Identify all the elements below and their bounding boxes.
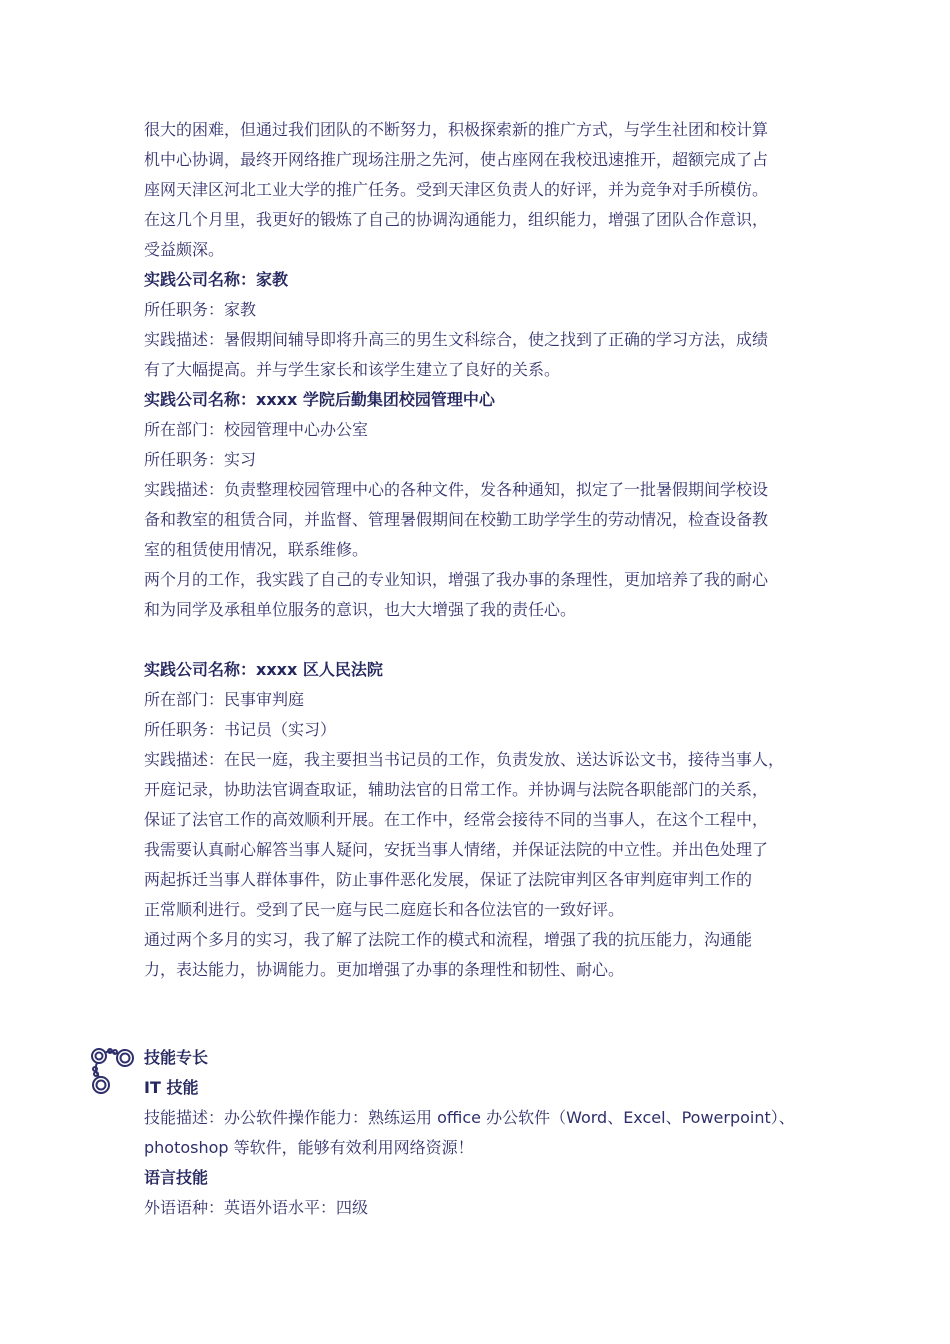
department-line: 所在部门：民事审判庭 bbox=[144, 690, 305, 709]
paragraph-line: 机中心协调，最终开网络推广现场注册之先河，使占座网在我校迅速推开，超额完成了占 bbox=[144, 150, 769, 169]
description-line: 两起拆迁当事人群体事件，防止事件恶化发展，保证了法院审判区各审判庭审判工作的 bbox=[144, 870, 753, 889]
paragraph-line: 受益颇深。 bbox=[144, 240, 225, 259]
handcuffs-icon bbox=[88, 1044, 136, 1096]
description-line: 实践描述：在民一庭，我主要担当书记员的工作，负责发放、送达诉讼文书，接待当事人， bbox=[144, 750, 785, 769]
section-title-skills: 技能专长 bbox=[144, 1048, 209, 1067]
company-heading: 实践公司名称：家教 bbox=[144, 270, 289, 289]
paragraph-line: 在这几个月里，我更好的锻炼了自己的协调沟通能力，组织能力，增强了团队合作意识， bbox=[144, 210, 769, 229]
description-line: 备和教室的租赁合同，并监督、管理暑假期间在校勤工助学学生的劳动情况，检查设备教 bbox=[144, 510, 769, 529]
paragraph-line: 座网天津区河北工业大学的推广任务。受到天津区负责人的好评，并为竞争对手所模仿。 bbox=[144, 180, 769, 199]
skill-heading-language: 语言技能 bbox=[144, 1168, 209, 1187]
position-line: 所任职务：家教 bbox=[144, 300, 257, 319]
position-line: 所任职务：书记员（实习） bbox=[144, 720, 337, 739]
department-line: 所在部门：校园管理中心办公室 bbox=[144, 420, 369, 439]
skill-description-line: photoshop 等软件，能够有效利用网络资源！ bbox=[144, 1138, 474, 1157]
description-line: 我需要认真耐心解答当事人疑问，安抚当事人情绪，并保证法院的中立性。并出色处理了 bbox=[144, 840, 769, 859]
company-heading: 实践公司名称：xxxx 学院后勤集团校园管理中心 bbox=[144, 390, 495, 409]
description-line: 室的租赁使用情况，联系维修。 bbox=[144, 540, 369, 559]
summary-line: 和为同学及承租单位服务的意识，也大大增强了我的责任心。 bbox=[144, 600, 577, 619]
description-line: 正常顺利进行。受到了民一庭与民二庭庭长和各位法官的一致好评。 bbox=[144, 900, 625, 919]
summary-line: 两个月的工作，我实践了自己的专业知识，增强了我办事的条理性，更加培养了我的耐心 bbox=[144, 570, 769, 589]
language-line: 外语语种：英语外语水平：四级 bbox=[144, 1198, 369, 1217]
paragraph-line: 很大的困难，但通过我们团队的不断努力，积极探索新的推广方式，与学生社团和校计算 bbox=[144, 120, 769, 139]
description-line: 有了大幅提高。并与学生家长和该学生建立了良好的关系。 bbox=[144, 360, 561, 379]
position-line: 所任职务：实习 bbox=[144, 450, 257, 469]
summary-line: 力，表达能力，协调能力。更加增强了办事的条理性和韧性、耐心。 bbox=[144, 960, 625, 979]
company-heading: 实践公司名称：xxxx 区人民法院 bbox=[144, 660, 383, 679]
skill-description-line: 技能描述：办公软件操作能力：熟练运用 office 办公软件（Word、Excel、Powerpoint）、 bbox=[144, 1108, 795, 1127]
skill-heading-it: IT 技能 bbox=[144, 1078, 199, 1097]
description-line: 实践描述：暑假期间辅导即将升高三的男生文科综合，使之找到了正确的学习方法，成绩 bbox=[144, 330, 769, 349]
description-line: 实践描述：负责整理校园管理中心的各种文件，发各种通知，拟定了一批暑假期间学校设 bbox=[144, 480, 769, 499]
summary-line: 通过两个多月的实习，我了解了法院工作的模式和流程，增强了我的抗压能力，沟通能 bbox=[144, 930, 753, 949]
description-line: 开庭记录，协助法官调查取证，辅助法官的日常工作。并协调与法院各职能部门的关系， bbox=[144, 780, 769, 799]
description-line: 保证了法官工作的高效顺利开展。在工作中，经常会接待不同的当事人，在这个工程中， bbox=[144, 810, 769, 829]
